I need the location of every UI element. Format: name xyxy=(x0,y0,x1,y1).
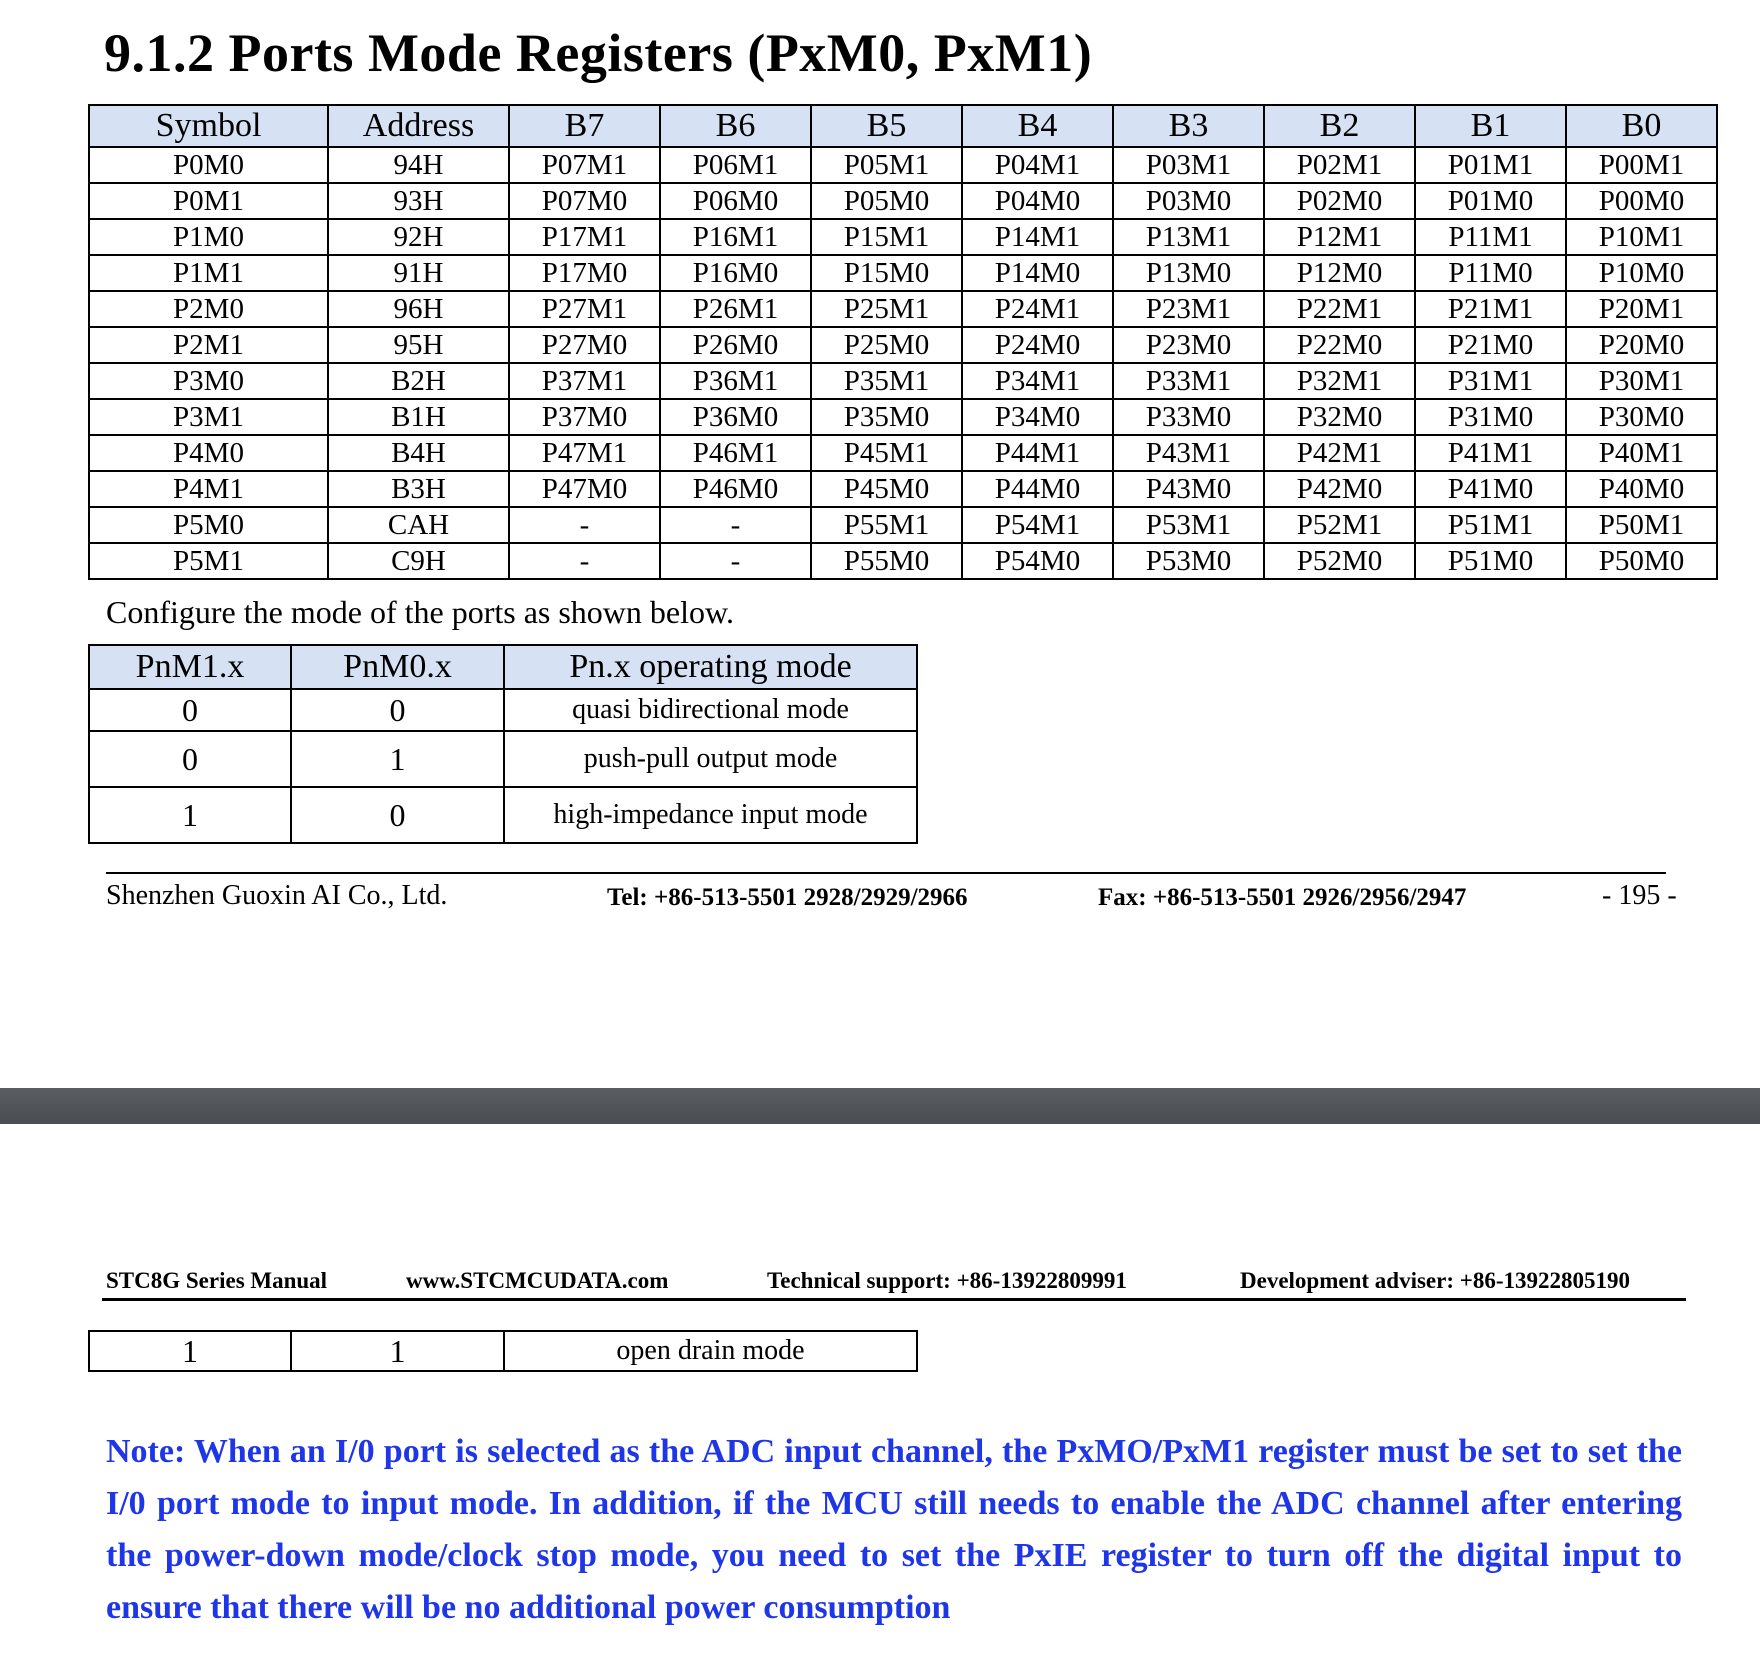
page-separator xyxy=(0,1088,1760,1124)
register-cell: P2M1 xyxy=(89,327,328,363)
register-cell: P21M0 xyxy=(1415,327,1566,363)
register-cell: P46M1 xyxy=(660,435,811,471)
register-cell: P22M0 xyxy=(1264,327,1415,363)
register-cell: P41M1 xyxy=(1415,435,1566,471)
register-cell: P36M1 xyxy=(660,363,811,399)
register-cell: B3H xyxy=(328,471,509,507)
register-cell: P03M0 xyxy=(1113,183,1264,219)
header-website: www.STCMCUDATA.com xyxy=(406,1268,669,1293)
register-cell: P45M1 xyxy=(811,435,962,471)
register-cell: B4H xyxy=(328,435,509,471)
register-cell: P43M1 xyxy=(1113,435,1264,471)
register-cell: P31M0 xyxy=(1415,399,1566,435)
register-cell: P07M1 xyxy=(509,147,660,183)
register-cell: P5M1 xyxy=(89,543,328,579)
register-cell: P32M0 xyxy=(1264,399,1415,435)
register-cell: C9H xyxy=(328,543,509,579)
register-cell: P3M0 xyxy=(89,363,328,399)
register-cell: P11M0 xyxy=(1415,255,1566,291)
register-cell: P43M0 xyxy=(1113,471,1264,507)
register-cell: P4M1 xyxy=(89,471,328,507)
register-cell: P42M1 xyxy=(1264,435,1415,471)
register-cell: P44M0 xyxy=(962,471,1113,507)
register-cell: P03M1 xyxy=(1113,147,1264,183)
register-cell: P36M0 xyxy=(660,399,811,435)
register-cell: P16M0 xyxy=(660,255,811,291)
footer-fax: Fax: +86-513-5501 2926/2956/2947 xyxy=(1098,884,1467,911)
register-cell: P44M1 xyxy=(962,435,1113,471)
register-cell: 95H xyxy=(328,327,509,363)
register-cell: P25M0 xyxy=(811,327,962,363)
footer-divider xyxy=(106,872,1666,874)
register-header-cell: B6 xyxy=(660,105,811,147)
mode-cell: 0 xyxy=(291,689,504,731)
register-cell: P13M0 xyxy=(1113,255,1264,291)
register-cell: P05M0 xyxy=(811,183,962,219)
register-cell: P1M1 xyxy=(89,255,328,291)
register-cell: P55M0 xyxy=(811,543,962,579)
register-cell: P17M1 xyxy=(509,219,660,255)
register-cell: P33M1 xyxy=(1113,363,1264,399)
register-cell: B2H xyxy=(328,363,509,399)
register-row xyxy=(89,471,1717,507)
register-cell: - xyxy=(660,543,811,579)
mode-row xyxy=(89,689,917,731)
register-cell: P20M0 xyxy=(1566,327,1717,363)
register-cell: P12M0 xyxy=(1264,255,1415,291)
register-row xyxy=(89,435,1717,471)
register-cell: P15M0 xyxy=(811,255,962,291)
register-cell: P35M0 xyxy=(811,399,962,435)
register-header-cell: Address xyxy=(328,105,509,147)
register-cell: 92H xyxy=(328,219,509,255)
register-cell: P37M1 xyxy=(509,363,660,399)
register-cell: P4M0 xyxy=(89,435,328,471)
register-cell: - xyxy=(509,507,660,543)
register-cell: P13M1 xyxy=(1113,219,1264,255)
register-cell: P26M0 xyxy=(660,327,811,363)
register-cell: P45M0 xyxy=(811,471,962,507)
mode-cell: 0 xyxy=(291,787,504,843)
register-cell: 94H xyxy=(328,147,509,183)
mode-cell: 1 xyxy=(89,787,291,843)
register-cell: P2M0 xyxy=(89,291,328,327)
register-cell: P02M1 xyxy=(1264,147,1415,183)
header-divider xyxy=(102,1298,1686,1301)
register-cell: CAH xyxy=(328,507,509,543)
mode-cell: 1 xyxy=(291,1331,504,1371)
register-cell: P01M1 xyxy=(1415,147,1566,183)
register-cell: P51M1 xyxy=(1415,507,1566,543)
register-cell: 91H xyxy=(328,255,509,291)
mode-table-continued xyxy=(88,1330,918,1372)
adc-note: Note: When an I/0 port is selected as the ADC input channel, the PxMO/PxM1 register must be set to set the I/0 port mode to input mode. In addition, if the MCU still needs to enable the ADC channel after entering the power-down mode/clock stop mode, you need to set the PxIE register to turn off the digital input to ensure that there will be no additional power consumption xyxy=(106,1433,1682,1626)
register-header-cell: B1 xyxy=(1415,105,1566,147)
register-cell: P23M0 xyxy=(1113,327,1264,363)
register-cell: P23M1 xyxy=(1113,291,1264,327)
register-cell: P1M0 xyxy=(89,219,328,255)
register-cell: B1H xyxy=(328,399,509,435)
register-cell: P26M1 xyxy=(660,291,811,327)
register-cell: P33M0 xyxy=(1113,399,1264,435)
register-cell: P30M1 xyxy=(1566,363,1717,399)
register-cell: P14M0 xyxy=(962,255,1113,291)
register-cell: P3M1 xyxy=(89,399,328,435)
register-cell: P27M1 xyxy=(509,291,660,327)
register-cell: P22M1 xyxy=(1264,291,1415,327)
register-row xyxy=(89,399,1717,435)
register-row xyxy=(89,327,1717,363)
footer-tel: Tel: +86-513-5501 2928/2929/2966 xyxy=(607,884,968,911)
register-cell: P54M0 xyxy=(962,543,1113,579)
configure-text: Configure the mode of the ports as shown below. xyxy=(106,594,735,630)
register-cell: P53M1 xyxy=(1113,507,1264,543)
register-header-cell: B2 xyxy=(1264,105,1415,147)
mode-cell: quasi bidirectional mode xyxy=(504,689,917,731)
register-cell: P20M1 xyxy=(1566,291,1717,327)
register-cell: P05M1 xyxy=(811,147,962,183)
mode-row xyxy=(89,787,917,843)
mode-row xyxy=(89,1331,917,1371)
register-cell: P10M1 xyxy=(1566,219,1717,255)
register-row xyxy=(89,543,1717,579)
register-cell: P54M1 xyxy=(962,507,1113,543)
register-cell: P41M0 xyxy=(1415,471,1566,507)
register-cell: P35M1 xyxy=(811,363,962,399)
mode-cell: open drain mode xyxy=(504,1331,917,1371)
register-row xyxy=(89,255,1717,291)
register-cell: P21M1 xyxy=(1415,291,1566,327)
register-cell: P10M0 xyxy=(1566,255,1717,291)
register-header-cell: B0 xyxy=(1566,105,1717,147)
register-cell: P07M0 xyxy=(509,183,660,219)
register-cell: P52M0 xyxy=(1264,543,1415,579)
mode-cell: high-impedance input mode xyxy=(504,787,917,843)
register-row xyxy=(89,219,1717,255)
register-cell: P40M1 xyxy=(1566,435,1717,471)
register-cell: P04M1 xyxy=(962,147,1113,183)
register-cell: P37M0 xyxy=(509,399,660,435)
footer-company: Shenzhen Guoxin AI Co., Ltd. xyxy=(106,880,448,911)
register-cell: P47M0 xyxy=(509,471,660,507)
register-cell: P55M1 xyxy=(811,507,962,543)
mode-header-pnm1: PnM1.x xyxy=(89,645,291,689)
register-header-cell: Symbol xyxy=(89,105,328,147)
register-cell: P53M0 xyxy=(1113,543,1264,579)
mode-cell: 1 xyxy=(89,1331,291,1371)
register-row xyxy=(89,507,1717,543)
register-header-cell: B7 xyxy=(509,105,660,147)
register-cell: P24M0 xyxy=(962,327,1113,363)
register-cell: P32M1 xyxy=(1264,363,1415,399)
register-cell: P34M1 xyxy=(962,363,1113,399)
header-manual-title: STC8G Series Manual xyxy=(106,1268,328,1293)
mode-header-operating-mode: Pn.x operating mode xyxy=(504,645,917,689)
register-cell: P50M1 xyxy=(1566,507,1717,543)
mode-cell: push-pull output mode xyxy=(504,731,917,787)
register-cell: P46M0 xyxy=(660,471,811,507)
register-cell: P24M1 xyxy=(962,291,1113,327)
register-cell: P51M0 xyxy=(1415,543,1566,579)
mode-header-pnm0: PnM0.x xyxy=(291,645,504,689)
register-cell: P47M1 xyxy=(509,435,660,471)
register-row xyxy=(89,291,1717,327)
mode-table xyxy=(88,644,918,844)
register-row xyxy=(89,147,1717,183)
register-cell: P17M0 xyxy=(509,255,660,291)
register-header-cell: B4 xyxy=(962,105,1113,147)
register-cell: P06M0 xyxy=(660,183,811,219)
register-cell: P5M0 xyxy=(89,507,328,543)
register-table-header xyxy=(89,105,1717,147)
register-cell: P12M1 xyxy=(1264,219,1415,255)
register-header-cell: B5 xyxy=(811,105,962,147)
section-title: 9.1.2 Ports Mode Registers (PxM0, PxM1) xyxy=(104,23,1093,83)
register-cell: 93H xyxy=(328,183,509,219)
register-row xyxy=(89,363,1717,399)
register-cell: P00M0 xyxy=(1566,183,1717,219)
register-cell: P00M1 xyxy=(1566,147,1717,183)
register-cell: P30M0 xyxy=(1566,399,1717,435)
mode-row xyxy=(89,731,917,787)
register-cell: P0M1 xyxy=(89,183,328,219)
header-dev-adviser: Development adviser: +86-13922805190 xyxy=(1240,1268,1631,1293)
register-cell: P27M0 xyxy=(509,327,660,363)
footer-page-number: - 195 - xyxy=(1602,880,1677,911)
register-cell: P02M0 xyxy=(1264,183,1415,219)
register-cell: P04M0 xyxy=(962,183,1113,219)
register-cell: P52M1 xyxy=(1264,507,1415,543)
register-cell: P25M1 xyxy=(811,291,962,327)
mode-cell: 0 xyxy=(89,731,291,787)
mode-cell: 1 xyxy=(291,731,504,787)
register-cell: P0M0 xyxy=(89,147,328,183)
register-cell: P50M0 xyxy=(1566,543,1717,579)
register-cell: P01M0 xyxy=(1415,183,1566,219)
register-cell: - xyxy=(509,543,660,579)
register-row xyxy=(89,183,1717,219)
register-cell: P40M0 xyxy=(1566,471,1717,507)
header-tech-support: Technical support: +86-13922809991 xyxy=(767,1268,1127,1293)
register-cell: P16M1 xyxy=(660,219,811,255)
register-cell: P42M0 xyxy=(1264,471,1415,507)
register-cell: P14M1 xyxy=(962,219,1113,255)
register-table xyxy=(88,104,1718,580)
register-cell: P34M0 xyxy=(962,399,1113,435)
mode-table-header xyxy=(89,645,917,689)
register-cell: P31M1 xyxy=(1415,363,1566,399)
register-cell: P11M1 xyxy=(1415,219,1566,255)
register-cell: P06M1 xyxy=(660,147,811,183)
register-header-cell: B3 xyxy=(1113,105,1264,147)
register-cell: P15M1 xyxy=(811,219,962,255)
mode-cell: 0 xyxy=(89,689,291,731)
register-cell: 96H xyxy=(328,291,509,327)
register-cell: - xyxy=(660,507,811,543)
